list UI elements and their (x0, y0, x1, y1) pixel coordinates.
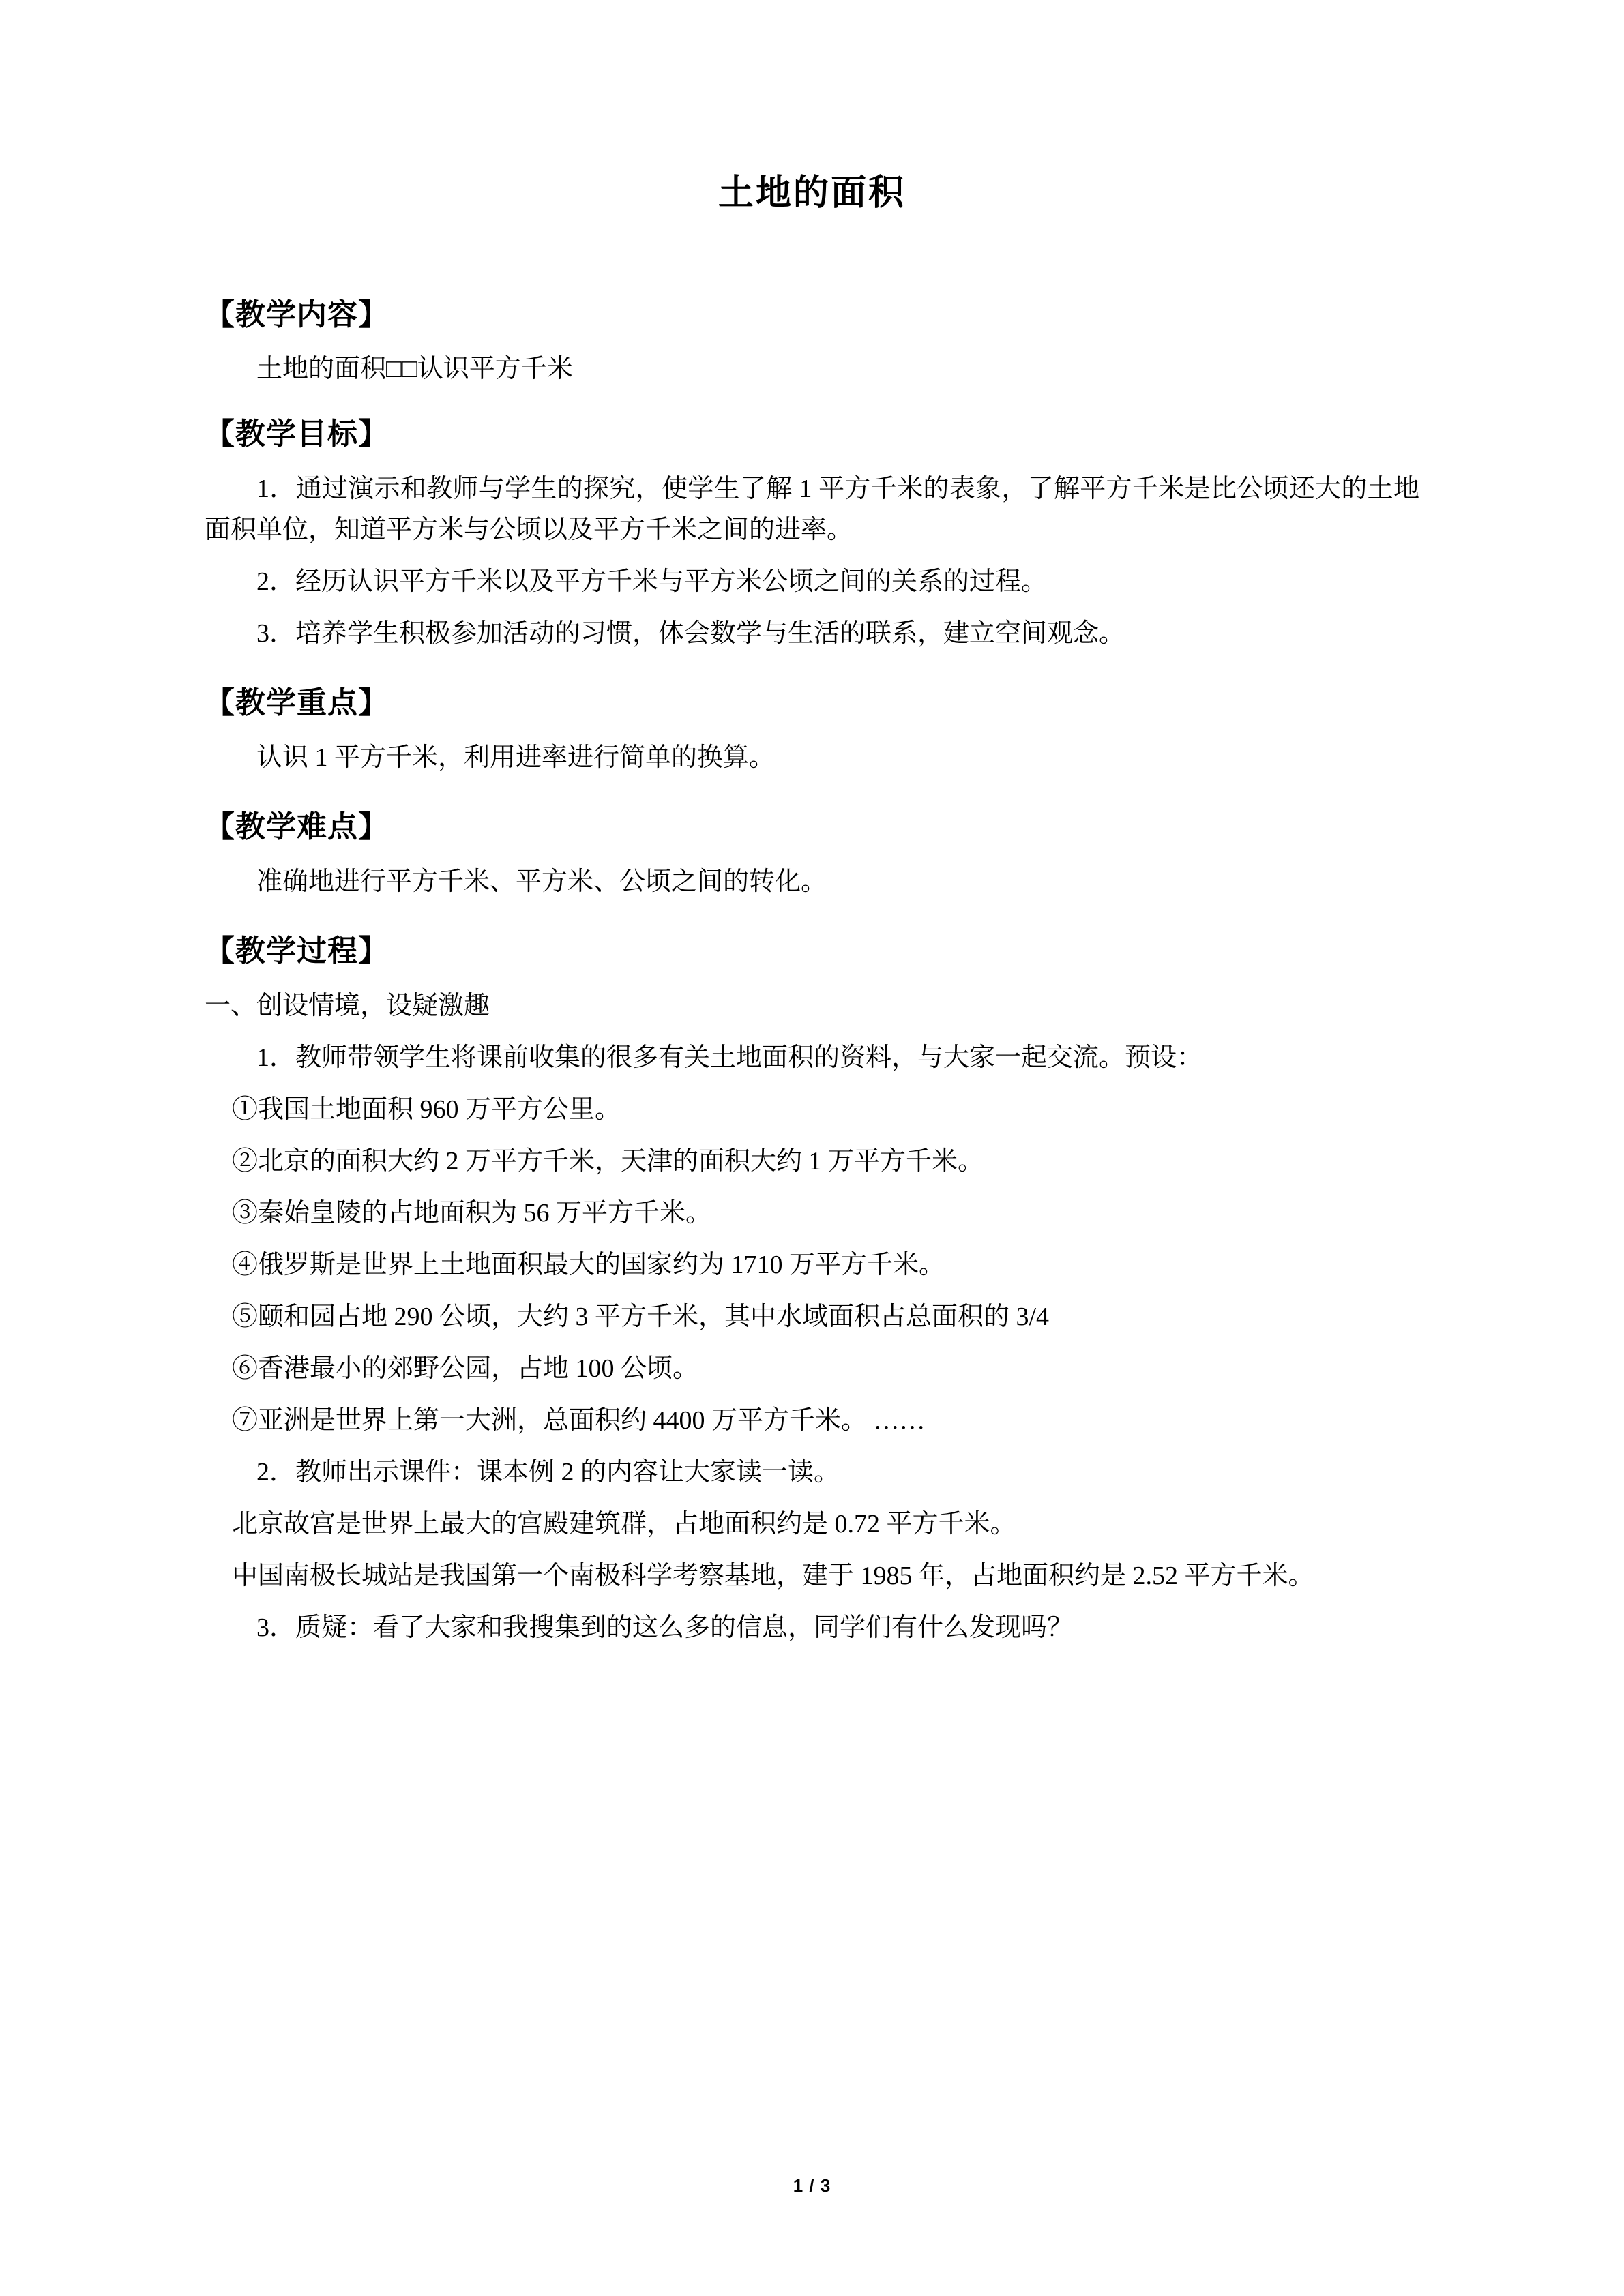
page-title: 土地的面积 (718, 174, 906, 213)
section-heading-teaching-objectives: 【教学目标】 (205, 417, 389, 451)
process-item-3: 3．质疑：看了大家和我搜集到的这么多的信息，同学们有什么发现吗？ (256, 1613, 1074, 1643)
process-fact-item: ④俄罗斯是世界上土地面积最大的国家约为 1710 万平方千米。 (232, 1250, 945, 1279)
process-fact-item: ⑥香港最小的郊野公园，占地 100 公顷。 (232, 1354, 699, 1384)
process-fact-item: ⑤颐和园占地 290 公顷，大约 3 平方千米，其中水域面积占总面积的 3/4 (232, 1302, 1050, 1331)
objective-item: 2．经历认识平方千米以及平方千米与平方米公顷之间的关系的过程。 (256, 567, 1048, 597)
process-fact-item: ⑦亚洲是世界上第一大洲，总面积约 4400 万平方千米。 …… (232, 1406, 926, 1435)
process-fact-item: ①我国土地面积 960 万平方公里。 (232, 1094, 621, 1124)
teaching-content-body: 土地的面积□□认识平方千米 (256, 355, 573, 384)
process-item-1: 1．教师带领学生将课前收集的很多有关土地面积的资料，与大家一起交流。预设： (256, 1043, 1203, 1072)
section-heading-teaching-content: 【教学内容】 (205, 297, 389, 331)
page-footer: 1 / 3 (793, 2175, 831, 2196)
section-heading-difficulties: 【教学难点】 (205, 810, 389, 844)
process-fact-item: ③秦始皇陵的占地面积为 56 万平方千米。 (232, 1198, 712, 1227)
objective-item: 1．通过演示和教师与学生的探究，使学生了解 1 平方千米的表象，了解平方千米是比公顷还大的土地面积单位，知道平方米与公顷以及平方千米之间的进率。 (205, 475, 1419, 545)
process-item-2: 2．教师出示课件：课本例 2 的内容让大家读一读。 (256, 1458, 840, 1487)
process-item-2-paragraph: 中国南极长城站是我国第一个南极科学考察基地，建于 1985 年，占地面积约是 2.52 平方千米。 (232, 1562, 1314, 1591)
section-heading-key-points: 【教学重点】 (205, 686, 389, 720)
process-item-2-paragraph: 北京故宫是世界上最大的宫殿建筑群，占地面积约是 0.72 平方千米。 (232, 1510, 1016, 1539)
process-step-one-title: 一、创设情境，设疑激趣 (205, 991, 490, 1020)
objective-item: 3．培养学生积极参加活动的习惯，体会数学与生活的联系，建立空间观念。 (256, 619, 1125, 648)
key-points-body: 认识 1 平方千米，利用进率进行简单的换算。 (256, 743, 776, 773)
difficulties-body: 准确地进行平方千米、平方米、公顷之间的转化。 (256, 867, 827, 896)
process-fact-item: ②北京的面积大约 2 万平方千米，天津的面积大约 1 万平方千米。 (232, 1146, 984, 1176)
section-heading-teaching-process: 【教学过程】 (205, 934, 389, 968)
